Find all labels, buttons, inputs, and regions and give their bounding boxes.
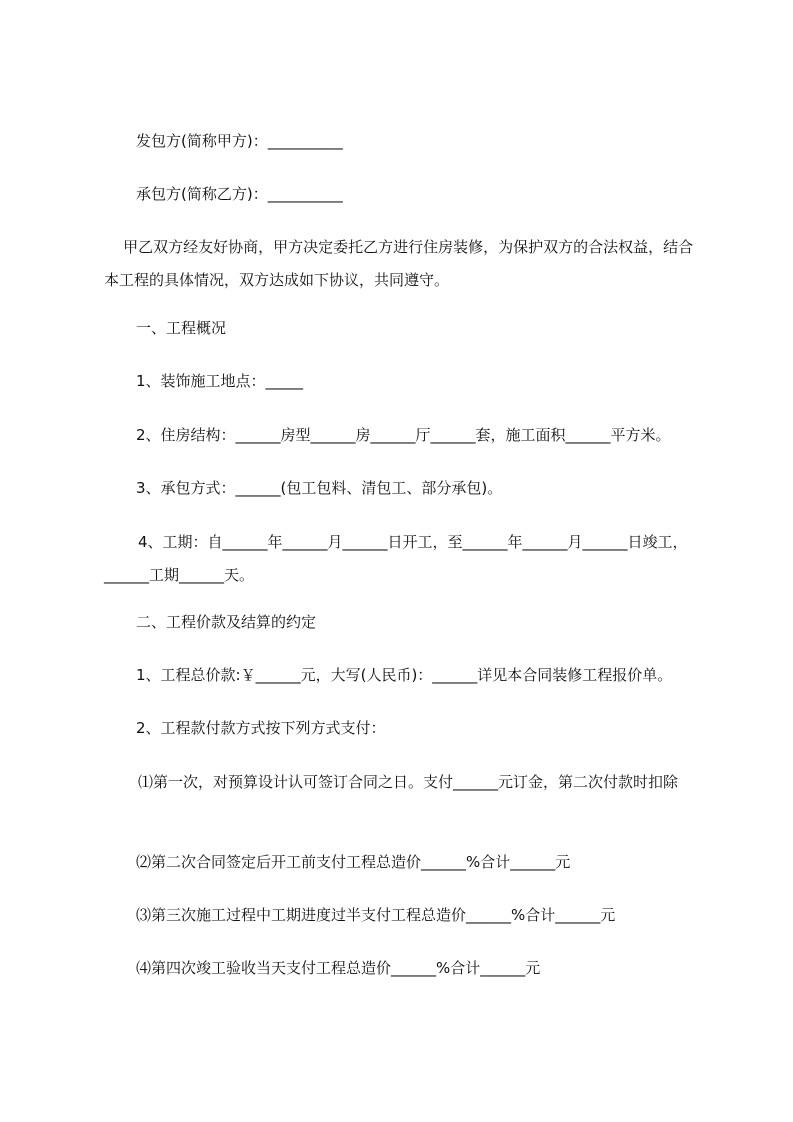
contracting-method-line: 3、承包方式：______(包工包料、清包工、部分承包)。 [136, 479, 503, 497]
total-price-line: 1、工程总价款:￥______元，大写(人民币)：______详见本合同装修工程报价单。 [136, 666, 673, 684]
section-2-heading: 二、工程价款及结算的约定 [136, 613, 317, 631]
payment-stage-2: ⑵第二次合同签定后开工前支付工程总造价______%合计______元 [136, 853, 571, 871]
payment-stage-3: ⑶第三次施工过程中工期进度过半支付工程总造价______%合计______元 [136, 906, 616, 924]
construction-site-line: 1、装饰施工地点：_____ [136, 372, 304, 390]
construction-period-paragraph: 4、工期：自______年______月______日开工，至______年______月______日竣工，______工期______天。 [104, 533, 688, 584]
housing-structure-line: 2、住房结构：______房型______房______厅______套，施工面积______平方米。 [136, 426, 671, 444]
employer-line: 发包方(简称甲方)：__________ [136, 132, 343, 150]
payment-method-line: 2、工程款付款方式按下列方式支付： [136, 719, 386, 737]
section-1-heading: 一、工程概况 [136, 319, 227, 337]
payment-stage-1: ⑴第一次，对预算设计认可签订合同之日。支付______元订金，第二次付款时扣除 [138, 773, 679, 791]
preamble-paragraph: 甲乙双方经友好协商，甲方决定委托乙方进行住房装修，为保护双方的合法权益，结合本工程的具体情况，双方达成如下协议，共同遵守。 [104, 238, 694, 289]
contractor-line: 承包方(简称乙方)：__________ [136, 185, 343, 203]
payment-stage-4: ⑷第四次竣工验收当天支付工程总造价______%合计______元 [136, 959, 541, 977]
